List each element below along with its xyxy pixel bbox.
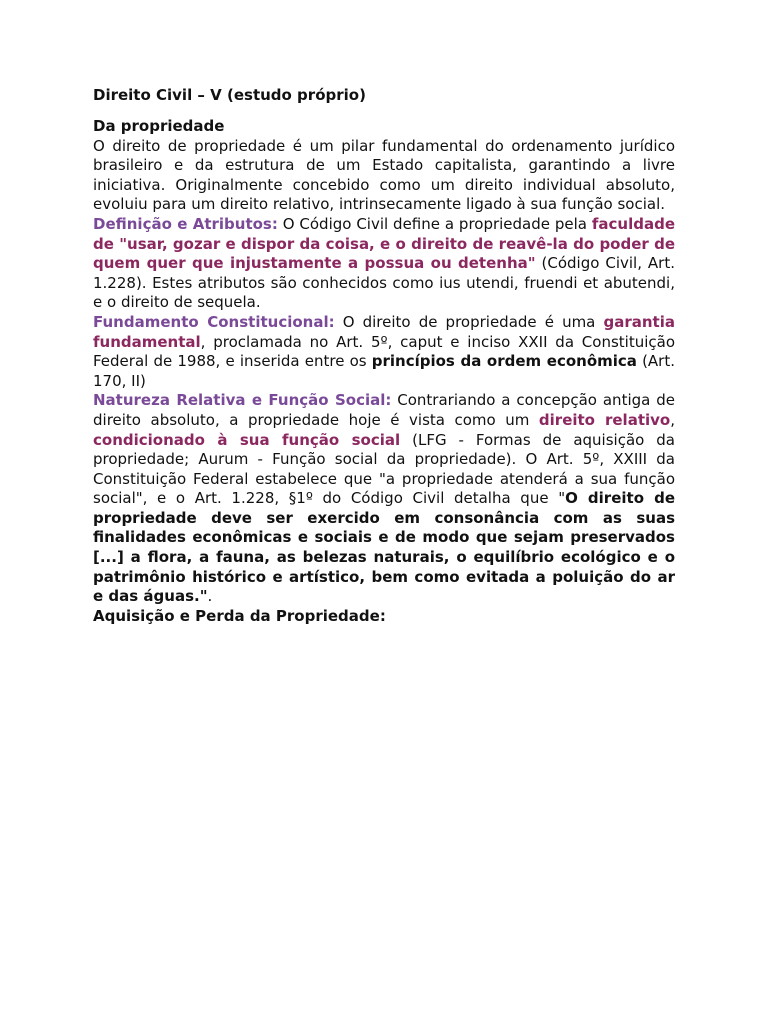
constitutional-paragraph — [93, 313, 675, 391]
document-title: Direito Civil – V (estudo próprio) — [93, 86, 366, 104]
nature-text-3: (LFG - Formas de aquisição da propriedade; Aurum - Função social da propriedade). O Art. 5º, XXIII da Constituição Federal estabelece que "a propriedade atenderá a sua função social", e o Art. 1.228, §1º do Código Civil detalha que " — [93, 430, 675, 508]
nature-heading: Natureza Relativa e Função Social: — [93, 391, 392, 410]
section-subtitle: Da propriedade — [93, 117, 225, 135]
definition-text-2: (Código Civil, Art. 1.228). Estes atributos são conhecidos como ius utendi, fruendi et abutendi, e o direito de sequela. — [93, 254, 675, 312]
definition-text-1: O Código Civil define a propriedade pela — [277, 214, 592, 233]
constitutional-text-3: (Art. 170, II) — [93, 352, 676, 390]
nature-highlight-2: condicionado à sua função social — [93, 430, 401, 449]
document-page — [93, 86, 675, 626]
constitutional-heading: Fundamento Constitucional: — [93, 312, 335, 331]
definition-paragraph — [93, 215, 675, 313]
nature-highlight-1: direito relativo — [538, 410, 671, 429]
nature-text-4: . — [207, 587, 213, 606]
constitutional-text-1: O direito de propriedade é uma — [334, 312, 604, 331]
nature-bold-quote: O direito de propriedade deve ser exercido em consonância com as suas finalidades econômicas e sociais e de modo que sejam preservados [...] a flora, a fauna, as belezas naturais, o equilíbrio ecológico e o patrimônio histórico e artístico, bem como evitada a poluição do ar e das águas." — [93, 489, 675, 606]
constitutional-bold: princípios da ordem econômica — [371, 352, 637, 371]
definition-highlight: faculdade de "usar, gozar e dispor da coisa, e o direito de reavê-la do poder de quem quer que injustamente a possua ou detenha" — [93, 214, 675, 273]
nature-text-1: Contrariando a concepção antiga de direito absoluto, a propriedade hoje é vista como um — [93, 391, 675, 429]
constitutional-highlight: garantia fundamental — [93, 312, 675, 351]
intro-paragraph: O direito de propriedade é um pilar fundamental do ordenamento jurídico brasileiro e da estrutura de um Estado capitalista, garantindo a livre iniciativa. Originalmente concebido como um direito individual absoluto, evoluiu para um direito relativo, intrinsecamente ligado à sua função social. — [93, 136, 675, 214]
nature-paragraph — [93, 391, 675, 607]
constitutional-text-2: , proclamada no Art. 5º, caput e inciso XXII da Constituição Federal de 1988, e inserida entre os — [93, 332, 675, 371]
acquisition-heading: Aquisição e Perda da Propriedade: — [93, 606, 386, 625]
nature-text-2: , — [670, 410, 675, 429]
definition-heading: Definição e Atributos: — [93, 214, 278, 233]
